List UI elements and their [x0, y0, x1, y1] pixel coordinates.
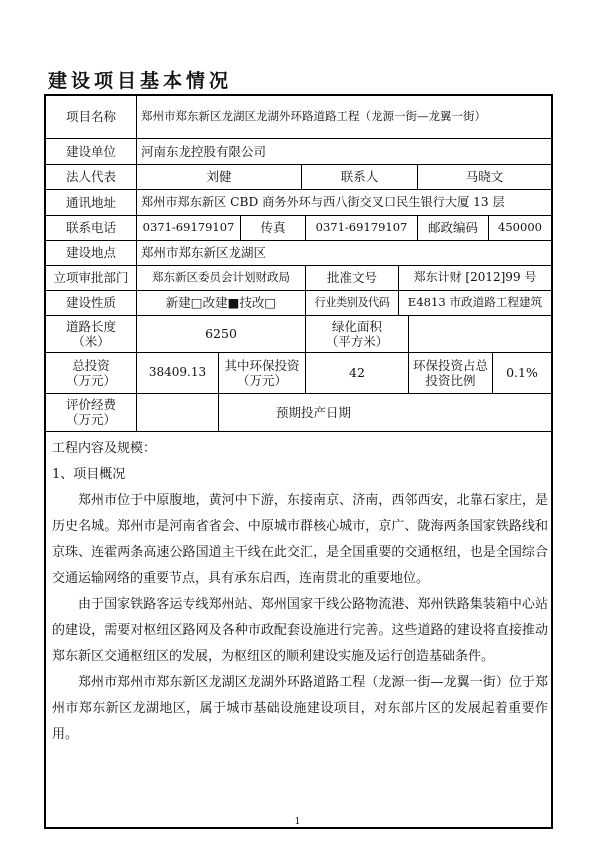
label-site: 建设地点	[65, 245, 116, 260]
label-env-invest-line2: （万元）	[236, 372, 287, 388]
section-heading: 1、项目概况	[52, 467, 126, 482]
label-green-area-line2: （平方米）	[325, 333, 389, 349]
label-nature: 建设性质	[65, 295, 116, 310]
value-contact: 马晓文	[465, 169, 504, 184]
value-road-length: 6250	[205, 326, 237, 341]
label-green-area-line1: 绿化面积	[331, 318, 382, 334]
paragraph: 由于国家铁路客运专线郑州站、郑州国家干线公路物流港、郑州铁路集装箱中心站的建设，需要对枢纽区路网及各种市政配套设施进行完善。这些道路的建设将直接推动郑东新区交通枢纽区的发展，为枢纽区的顺利建设实施及运行创造基础条件。	[52, 597, 548, 664]
label-address: 通讯地址	[65, 194, 116, 210]
value-env-invest: 42	[349, 365, 365, 380]
value-env-ratio: 0.1%	[506, 365, 538, 380]
value-legal: 刘健	[206, 169, 232, 184]
label-total-invest-line1: 总投资	[72, 357, 110, 373]
value-nature: 新建□改建■技改□	[165, 295, 277, 310]
value-production-date	[409, 393, 551, 431]
page-number: 1	[294, 817, 301, 827]
label-doc-number: 批准文号	[326, 270, 377, 285]
label-industry: 行业类别及代码	[314, 295, 390, 309]
paragraph: 郑州市位于中原腹地，黄河中下游，东接南京、济南，西邻西安，北靠石家庄，是历史名城。郑州市是河南省省会、中原城市群核心城市，京广、陇海两条国家铁路线和京珠、连霍两条高速公路国道主干线在此交汇，是全国重要的交通枢纽，也是全国综合交通运输网络的重要节点，具有承东启西，连南贯北的重要地位。	[52, 493, 548, 586]
label-env-invest-line1: 其中环保投资	[224, 357, 300, 373]
value-green-area	[409, 315, 551, 352]
label-approval: 立项审批部门	[53, 270, 129, 285]
label-eval-fee-line1: 评价经费	[65, 397, 116, 412]
value-project-name: 郑州市郑东新区龙湖区龙湖外环路道路工程（龙源一街—龙翼一街）	[141, 108, 486, 123]
table-rule	[44, 431, 553, 432]
label-legal: 法人代表	[65, 169, 116, 184]
label-eval-fee	[46, 393, 136, 431]
page-title: 建设项目基本情况	[48, 70, 233, 92]
label-env-invest	[219, 352, 305, 393]
value-approval: 郑东新区委员会计划财政局	[152, 269, 290, 284]
label-green-area	[306, 315, 408, 352]
value-site: 郑州市郑东新区龙湖区	[141, 245, 267, 260]
label-road-length-line2: （米）	[72, 333, 110, 349]
label-phone: 联系电话	[65, 220, 116, 235]
label-project-name: 项目名称	[65, 109, 116, 124]
value-eval-fee	[137, 393, 218, 431]
value-phone: 0371-69179107	[142, 219, 235, 234]
label-unit: 建设单位	[65, 143, 116, 159]
label-total-invest	[46, 352, 136, 393]
project-content	[52, 436, 548, 748]
value-postcode: 450000	[498, 219, 542, 234]
paragraph: 郑州市郑州市郑东新区龙湖区龙湖外环路道路工程（龙源一街—龙翼一街）位于郑州市郑东新区龙湖地区，属于城市基础设施建设项目，对东部片区的发展起着重要作用。	[52, 675, 548, 742]
label-eval-fee-line2: （万元）	[65, 412, 116, 427]
label-fax: 传真	[260, 220, 286, 235]
label-env-ratio-line1: 环保投资占总	[412, 357, 488, 373]
value-doc-number: 郑东计财 [2012]99 号	[413, 270, 537, 285]
label-env-ratio-line2: 投资比例	[425, 372, 476, 388]
label-production-date: 预期投产日期	[275, 404, 351, 420]
value-fax: 0371-69179107	[315, 219, 408, 234]
value-unit: 河南东龙控股有限公司	[141, 143, 267, 159]
content-heading: 工程内容及规模：	[52, 441, 157, 456]
value-total-invest: 38409.13	[148, 365, 207, 380]
value-industry: E4813 市政道路工程建筑	[407, 294, 543, 309]
label-env-ratio	[409, 352, 492, 393]
label-road-length	[46, 315, 136, 352]
value-address: 郑州市郑东新区 CBD 商务外环与西八街交叉口民生银行大厦 13 层	[141, 194, 505, 209]
label-road-length-line1: 道路长度	[65, 318, 116, 334]
label-contact: 联系人	[340, 169, 379, 184]
label-total-invest-line2: （万元）	[65, 372, 116, 388]
label-postcode: 邮政编码	[427, 220, 478, 235]
